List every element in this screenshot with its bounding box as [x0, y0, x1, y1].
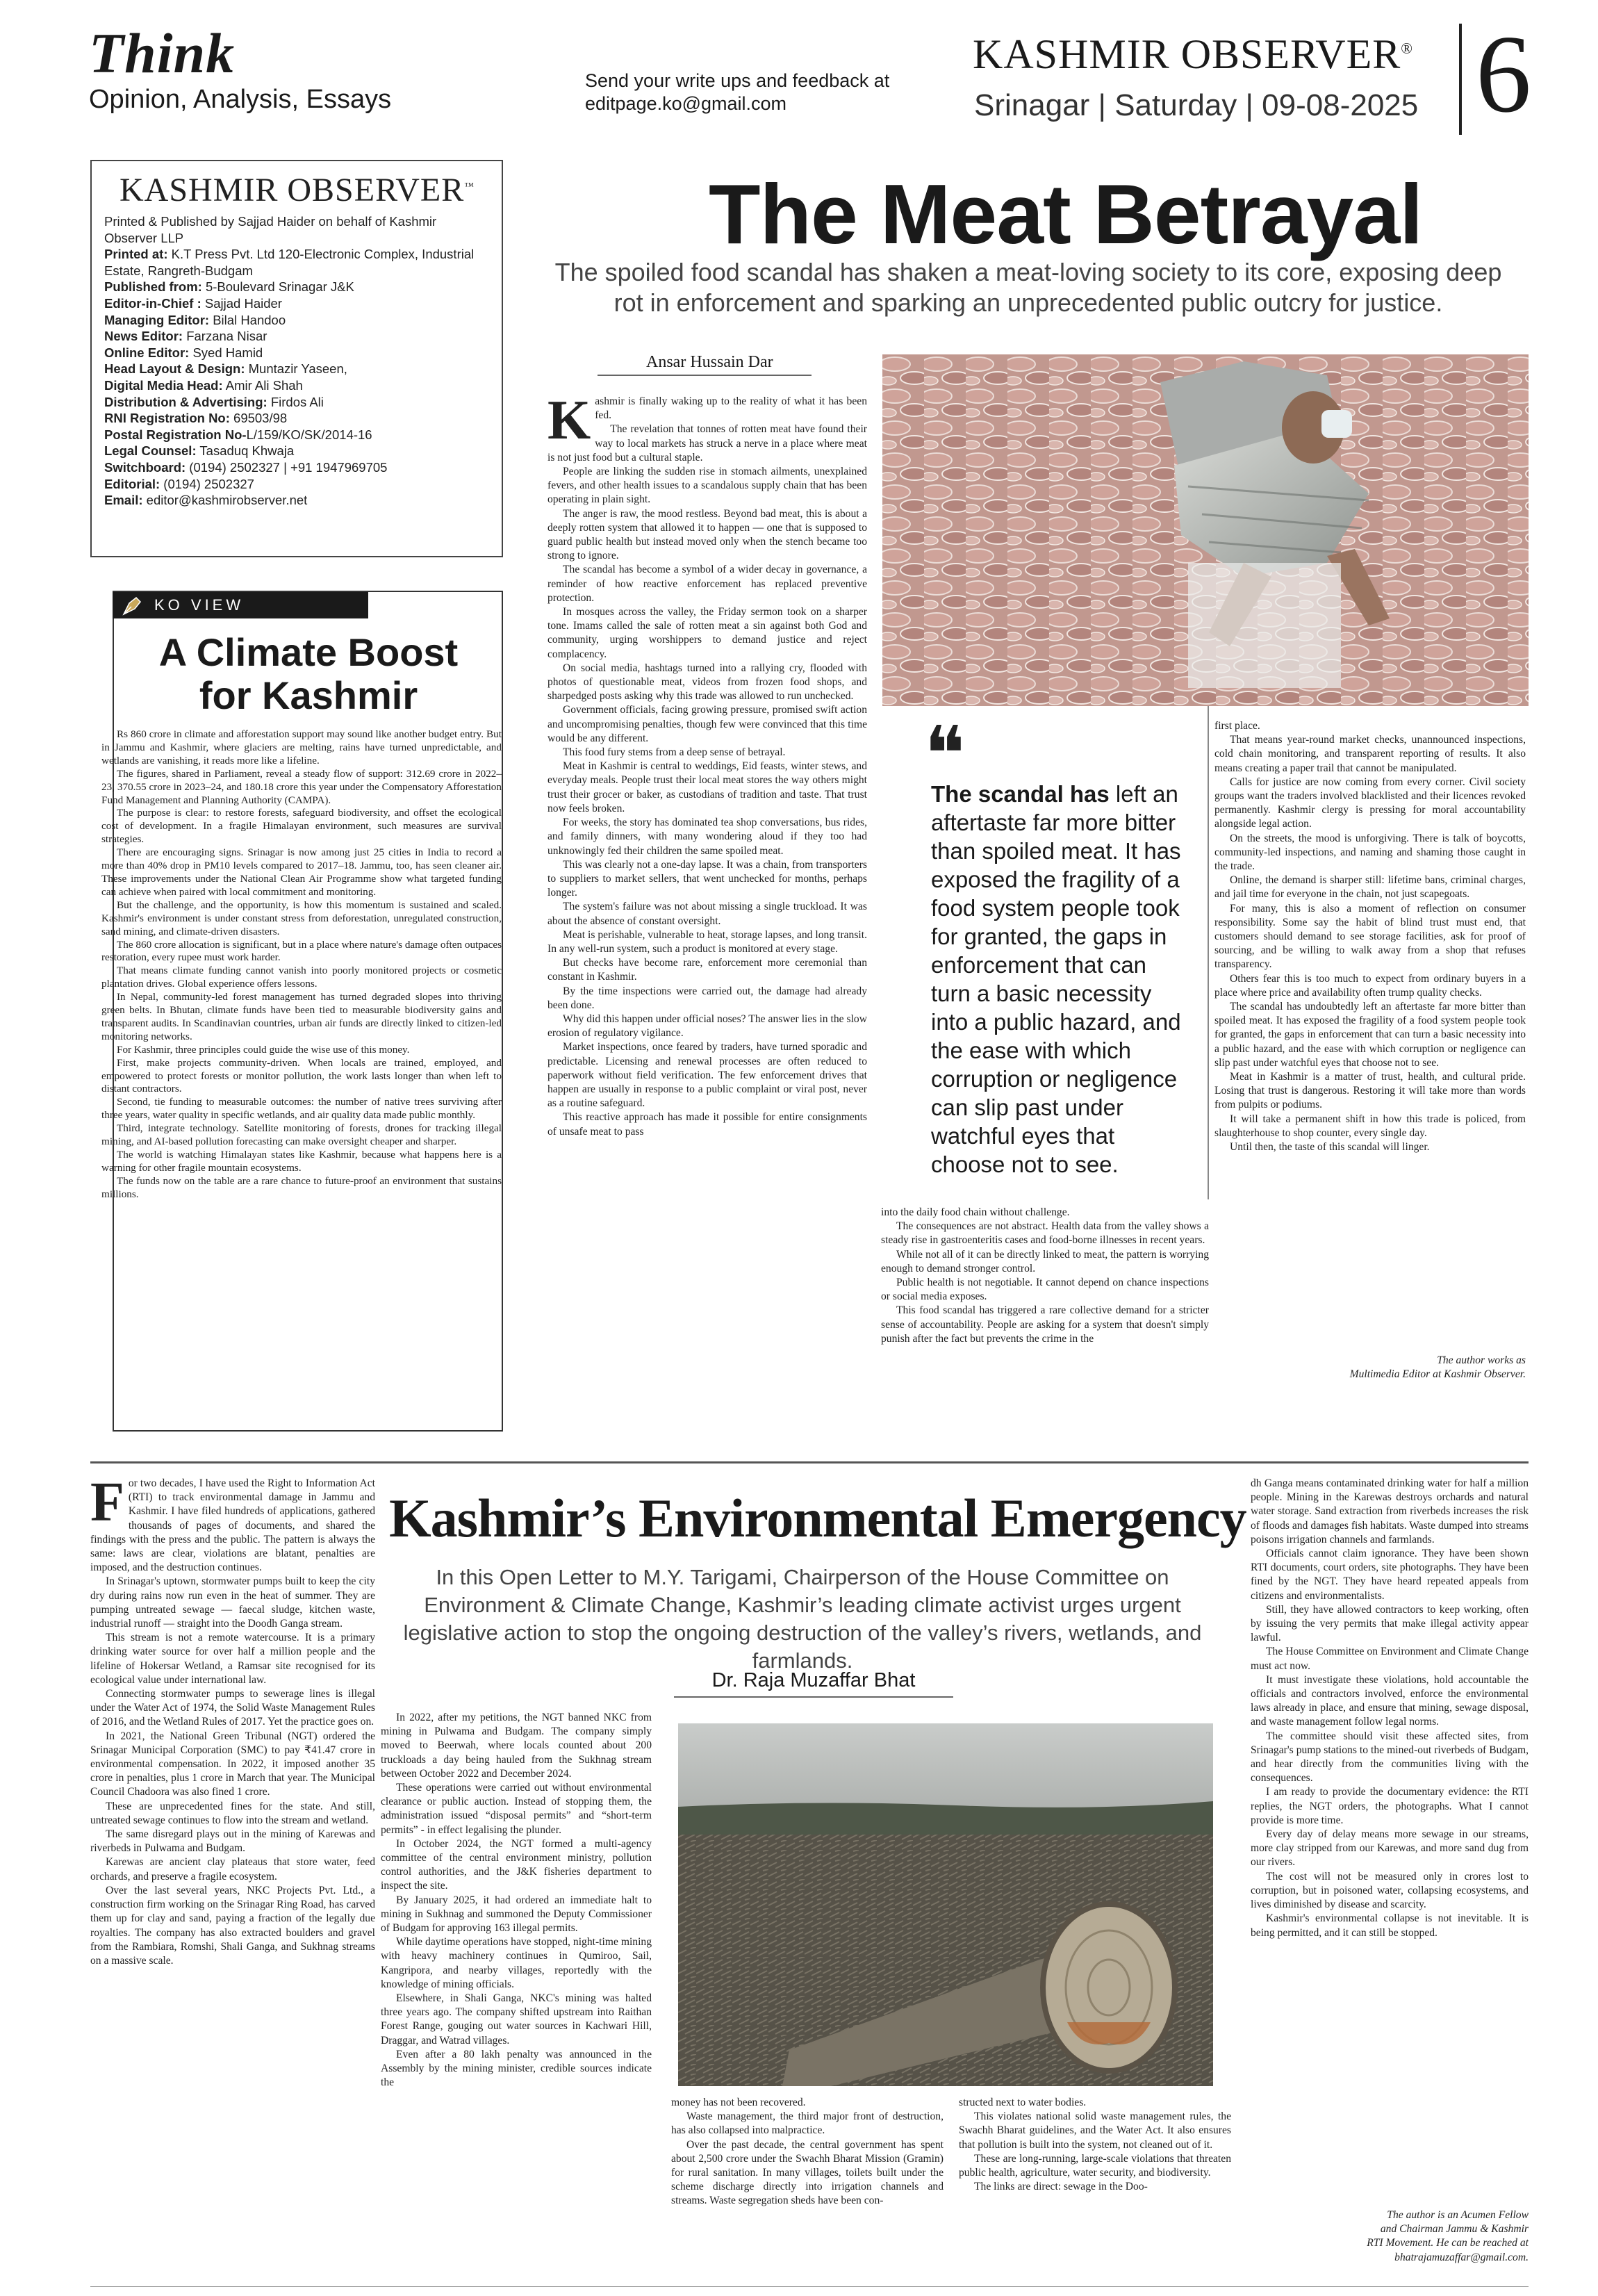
paragraph: In 2021, the National Green Tribunal (NGT) ordered the Srinagar Municipal Corporation (SMC) to pay ₹41.47 crore in environmental compensation. In 2022, it imposed another 35 crore in penalties, plus 1 crore in March that year. The Municipal Council Chadoora was also fined 1 crore.	[90, 1730, 375, 1798]
imprint-box	[90, 160, 503, 557]
imprint-label: Editorial:	[104, 476, 160, 491]
dateline: Srinagar | Saturday | 09-08-2025	[974, 88, 1419, 122]
paragraph: This food fury stems from a deep sense of betrayal.	[563, 746, 786, 759]
imprint-label: Editor-in-Chief :	[104, 295, 201, 311]
paragraph: These are long-running, large-scale violations that threaten public health, agriculture, water security, and biodiversity.	[959, 2152, 1231, 2179]
paragraph: Waste management, the third major front of destruction, has also collapsed into malpractice.	[671, 2110, 944, 2137]
feedback-email[interactable]: editpage.ko@gmail.com	[585, 93, 787, 114]
masthead-logo	[973, 31, 1413, 79]
paragraph: While daytime operations have stopped, night-time mining with heavy machinery continues in Qumiroo, Sail, Kangripora, and nearby villages, reportedly with the knowledge of mining officials.	[381, 1936, 652, 1990]
imprint-line	[104, 443, 489, 459]
imprint-value: Syed Hamid	[189, 345, 263, 360]
paragraph: The cost will not be measured only in crores lost to corruption, but in poisoned water, collapsing ecosystems, and lives diminished by disease and scarcity.	[1251, 1870, 1529, 1911]
paragraph: Until then, the taste of this scandal will linger.	[1230, 1141, 1430, 1154]
paragraph: The committee should visit these affected sites, from Srinagar's pump stations to the mined-out riverbeds of Budgam, and hear directly from the communities living with the consequences.	[1251, 1730, 1529, 1785]
imprint-line	[104, 361, 489, 377]
imprint-value: 69503/98	[229, 411, 288, 426]
paragraph: Karewas are ancient clay plateaus that store water, feed orchards, and preserve a fragile ecosystem.	[90, 1856, 375, 1883]
paragraph: The 860 crore allocation is significant, but in a place where nature's damage often outpaces restoration, every rupee must work harder.	[101, 938, 502, 964]
env-author-note	[1251, 2208, 1529, 2265]
paragraph: The system's failure was not about missing a single truckload. It was about the absence of constant oversight.	[547, 901, 867, 927]
editorial-headline-line2: for Kashmir	[199, 673, 418, 717]
paragraph: Second, tie funding to measurable outcomes: the number of native trees surviving after three years, water quality in specific wetlands, and air quality data made public monthly.	[101, 1096, 502, 1122]
masthead-text: KASHMIR OBSERVER	[973, 31, 1401, 77]
paragraph: Over the last several years, NKC Projects Pvt. Ltd., a construction firm working on the Srinagar Ring Road, has carved them up for clay and sand, paying a fraction of the legally due royalties. The company has also extracted boulders and gravel from the Rambiara, Romshi, Shali Ganga, and Sukhnag streams on a massive scale.	[90, 1884, 375, 1967]
paragraph: into the daily food chain without challenge.	[881, 1206, 1070, 1218]
env-headline: Kashmir’s Environmental Emergency	[389, 1488, 1246, 1548]
env-column-1	[90, 1472, 375, 1968]
paragraph: Kashmir is finally waking up to the reality of what it has been fed.	[547, 390, 867, 451]
ko-view-tag	[113, 592, 368, 618]
paragraph: Meat in Kashmir is a matter of trust, health, and cultural pride. Losing that trust is dangerous. Restoring it will take more than words from pulpits or podiums.	[1214, 1071, 1526, 1111]
meat-byline: Ansar Hussain Dar	[598, 353, 812, 376]
imprint-label: Email:	[104, 493, 143, 508]
paragraph: In mosques across the valley, the Friday sermon took on a sharper tone. Imams called the sale of rotten meat a sin against both God and community, urging worshippers to demand justice and reject complacency.	[547, 606, 867, 660]
paragraph: The funds now on the table are a rare chance to future-proof an environment that sustains millions.	[101, 1174, 502, 1200]
paragraph: Why did this happen under official noses? The answer lies in the slow erosion of regulatory vigilance.	[547, 1012, 867, 1040]
imprint-details	[104, 213, 489, 509]
paragraph: Calls for justice are now coming from every corner. Civil society groups want the traders involved blacklisted and their licences revoked permanently. Kashmir clergy is pressing for moral accountability alongside legal action.	[1214, 776, 1526, 830]
paragraph: While not all of it can be directly linked to meat, the pattern is worrying enough to demand stronger control.	[881, 1248, 1209, 1274]
imprint-label: Postal Registration No-	[104, 427, 247, 442]
paragraph: On the streets, the mood is unforgiving. There is talk of boycotts, community-led inspections, and naming and shaming those caught in the trade.	[1214, 832, 1526, 873]
paragraph: In October 2024, the NGT formed a multi-agency committee of the central environment ministry, pollution control authorities, and the J&K fisheries department to inspect the site.	[381, 1837, 652, 1892]
env-column-5	[1251, 1477, 1529, 1940]
imprint-value[interactable]: editor@kashmirobserver.net	[142, 493, 308, 508]
paragraph: This food scandal has triggered a rare collective demand for a stricter sense of accountability. People are asking for a system that doesn't simply punish after the fact but prevents the crime in the	[881, 1304, 1209, 1345]
imprint-value: (0194) 2502327	[160, 476, 254, 491]
paragraph: It must investigate these violations, hold accountable the officials and contractors involved, enforce the environmental laws already in place, and ensure that mining, sewage disposal, and waste management follow legal norms.	[1251, 1673, 1529, 1728]
paragraph: The consequences are not abstract. Health data from the valley shows a steady rise in gastroenteritis cases and food-borne illnesses in recent years.	[881, 1220, 1209, 1247]
imprint-line	[104, 312, 489, 329]
paragraph: Kashmir's environmental collapse is not inevitable. It is being permitted, and it can still be stopped.	[1251, 1912, 1529, 1939]
meat-column-1	[547, 390, 867, 1139]
imprint-label: Legal Counsel:	[104, 443, 197, 459]
imprint-line	[104, 492, 489, 509]
paragraph: This reactive approach has made it possible for entire consignments of unsafe meat to pass	[547, 1111, 867, 1138]
meat-column-2	[881, 1206, 1209, 1346]
paragraph: That means year-round market checks, unannounced inspections, cold chain monitoring, and transparent reporting of results. It also means creating a paper trail that cannot be manipulated.	[1214, 734, 1526, 774]
editorial-headline-line1: A Climate Boost	[158, 630, 459, 674]
paragraph: The links are direct: sewage in the Doo-	[974, 2181, 1148, 2193]
imprint-line	[104, 328, 489, 345]
paragraph: Public health is not negotiable. It cannot depend on chance inspections or social media exposes.	[881, 1277, 1209, 1303]
imprint-label: Distribution & Advertising:	[104, 394, 267, 409]
header-divider	[1459, 24, 1462, 135]
pull-quote	[882, 706, 1209, 1199]
imprint-label: Head Layout & Design:	[104, 361, 245, 377]
paragraph: Meat is perishable, vulnerable to heat, storage lapses, and long transit. In any well-run system, such a product is monitored at every stage.	[547, 928, 867, 955]
imprint-line	[104, 377, 489, 394]
paragraph: For weeks, the story has dominated tea shop conversations, bus rides, and family dinners, with many wondering aloud if they too had unknowingly fed their children the same spoiled meat.	[547, 817, 867, 857]
paragraph: On social media, hashtags turned into a rallying cry, flooded with photos of questionable meat, videos from frozen food shops, and sharpedged posts asking why this trade was allowed to run unchecked.	[547, 662, 867, 703]
paragraph: Officials cannot claim ignorance. They have been shown RTI documents, court orders, site photographs. They have been fined by the NGT. They have heard repeated appeals from citizens and environmentalists.	[1251, 1548, 1529, 1602]
env-author-line2: and Chairman Jammu & Kashmir	[1380, 2223, 1529, 2236]
imprint-line	[104, 279, 489, 295]
paragraph: That means climate funding cannot vanish into poorly monitored projects or cosmetic plantation drives. Global experience offers lessons.	[101, 965, 502, 990]
imprint-label: Printed at:	[104, 247, 168, 262]
imprint-line	[104, 295, 489, 312]
paragraph: It will take a permanent shift in how this trade is policed, from slaughterhouse to shop counter, every single day.	[1214, 1113, 1526, 1139]
imprint-label: Switchboard:	[104, 459, 186, 475]
env-author-line3: RTI Movement. He can be reached at	[1367, 2237, 1529, 2249]
paragraph: First, make projects community-driven. When locals are trained, employed, and empowered to protect forests or monitor pollution, the work lasts longer than when left to distant contractors.	[101, 1056, 502, 1095]
imprint-value: Tasaduq Khwaja	[196, 443, 295, 459]
imprint-value: 5-Boulevard Srinagar J&K	[201, 279, 354, 295]
left-double-quote-icon: ❝	[924, 712, 966, 797]
paragraph: In Nepal, community-led forest management has turned degraded slopes into thriving green belts. In Bhutan, climate funds have been tied to measurable biodiversity gains and transparent audits. In Scandinavian countries, urban air funds are directly linked to citizen-led monitoring networks.	[101, 991, 502, 1042]
paragraph: These operations were carried out without environmental clearance or public auction. Instead of stopping them, the administration issued “disposal permits” and “short-term permits” - in effect legalising the plunder.	[381, 1782, 652, 1836]
paragraph: Meat in Kashmir is central to weddings, Eid feasts, winter stews, and everyday meals. People trust their local meat stores the way others might trust their grocer or baker, as custodians of tradition and taste. That trust now feels broken.	[547, 760, 867, 814]
imprint-label: Managing Editor:	[104, 312, 210, 327]
paragraph: first place.	[1214, 720, 1260, 732]
imprint-line	[104, 476, 489, 493]
paragraph: Third, integrate technology. Satellite monitoring of forests, drones for tracking illegal mining, and AI-based pollution forecasting can make oversight cheaper and sharper.	[101, 1122, 502, 1148]
editorial-headline	[118, 631, 499, 717]
paragraph: Online, the demand is sharper still: lifetime bans, criminal charges, and jail time for everyone in the chain, not just scapegoats.	[1214, 874, 1526, 901]
imprint-line	[104, 459, 489, 476]
paragraph: structed next to water bodies.	[959, 2097, 1087, 2108]
imprint-label: Online Editor:	[104, 345, 190, 360]
paragraph: Even after a 80 lakh penalty was announced in the Assembly by the mining minister, credible sources indicate the	[381, 2048, 652, 2089]
imprint-value: L/159/KO/SK/2014-16	[246, 427, 372, 442]
paragraph: There are encouraging signs. Srinagar is now among just 25 cities in India to record a more than 40% drop in PM10 levels compared to 2017–18. Jammu, too, has seen cleaner air. These improvements under the National Clean Air Programme show what targeted funding can achieve when paired with local commitment and monitoring.	[101, 846, 502, 898]
section-title: Think	[89, 22, 236, 85]
paragraph: The world is watching Himalayan states like Kashmir, because what happens here is a warning for other fragile mountain ecosystems.	[101, 1149, 502, 1174]
feedback-line: Send your write ups and feedback at	[585, 70, 890, 91]
paragraph: In 2022, after my petitions, the NGT banned NKC from mining in Pulwama and Budgam. The company simply moved to Beerwah, where locals counted about 200 truckloads a day being hauled from the Sukhnag stream between October 2022 and December 2024.	[381, 1712, 652, 1780]
env-byline: Dr. Raja Muzaffar Bhat	[674, 1669, 953, 1698]
paragraph: For two decades, I have used the Right to Information Act (RTI) to track environmental damage in Jammu and Kashmir. I have filed hundreds of applications, gathered thousands of pages of documents, and shared the findings with the press and the public. The pattern is always the same: laws are clear, violations are blatant, penalties are imposed, and the destruction continues.	[90, 1472, 375, 1574]
env-column-3	[671, 2096, 944, 2208]
paragraph: Rs 860 crore in climate and afforestation support may sound like another budget entry. But in Jammu and Kashmir, where glaciers are melting, rains have turned unpredictable, and wetlands are vanishing, it reads more like a lifeline.	[101, 728, 502, 766]
registered-mark: ®	[1401, 40, 1414, 57]
footer-rule	[90, 2286, 1529, 2287]
env-subhead: In this Open Letter to M.Y. Tarigami, Chairperson of the House Committee on Environment & Climate Change, Kashmir’s leading climate activist urges urgent legislative action to stop the ongoing destruction of the valley’s rivers, wetlands, and farmlands.	[403, 1565, 1202, 1673]
imprint-line	[104, 213, 489, 246]
paragraph: Every day of delay means more sewage in our streams, more clay stripped from our Karewas, and more sand dug from our rivers.	[1251, 1828, 1529, 1869]
paragraph: Others fear this is too much to expect from ordinary buyers in a place where price and availability often trump quality checks.	[1214, 972, 1526, 999]
paragraph: This violates national solid waste management rules, the Swachh Bharat guidelines, and the Water Act. It also ensures that pollution is built into the system, not cleaned out of it.	[959, 2110, 1231, 2151]
meat-author-note	[1214, 1354, 1526, 1381]
paragraph: This was clearly not a one-day lapse. It was a chain, from transporters to suppliers to market sellers, that went unchecked for months, perhaps longer.	[547, 858, 867, 899]
author-email[interactable]: bhatrajamuzaffar@gmail.com.	[1394, 2251, 1529, 2263]
imprint-value: Printed & Published by Sajjad Haider on behalf of Kashmir Observer LLP	[104, 214, 437, 245]
paragraph: By the time inspections were carried out, the damage had already been done.	[547, 985, 867, 1011]
imprint-label: Digital Media Head:	[104, 377, 223, 393]
meat-headline: The Meat Betrayal	[709, 167, 1423, 261]
imprint-line	[104, 394, 489, 411]
paragraph: For many, this is also a moment of reflection on consumer responsibility. Some say the habit of blind trust must end, that customers should demand to see storage facilities, ask for proof of sourcing, and be willing to walk away from a shop that refuses transparency.	[1214, 902, 1526, 971]
meat-author-line2: Multimedia Editor at Kashmir Observer.	[1349, 1368, 1526, 1381]
paragraph: The same disregard plays out in the mining of Karewas and riverbeds in Pulwama and Budgam.	[90, 1828, 375, 1855]
pen-nib-icon	[121, 593, 145, 625]
paragraph: The purpose is clear: to restore forests, safeguard biodiversity, and offset the ecological cost of development. In a fragile Himalayan environment, such measures are survival strategies.	[101, 807, 502, 846]
feedback-note	[585, 69, 889, 115]
paragraph: Elsewhere, in Shali Ganga, NKC's mining was halted three years ago. The company shifted upstream into Raithan Forest Range, gouging out water sources in Kachwari Hill, Draggar, and Watrad villages.	[381, 1992, 652, 2047]
imprint-line	[104, 246, 489, 279]
paragraph: I am ready to provide the documentary evidence: the RTI replies, the NGT orders, the photographs. What I cannot provide is more time.	[1251, 1786, 1529, 1826]
imprint-value: (0194) 2502327 | +91 1947969705	[186, 459, 388, 475]
ko-view-label: KO VIEW	[154, 596, 245, 614]
paragraph: The figures, shared in Parliament, reveal a steady flow of support: 312.69 crore in 2022–23, 370.55 crore in 2023–24, and 180.18 crore this year under the Compensatory Afforestation Fund Management and Planning Authority (CAMPA).	[101, 767, 502, 806]
paragraph: But checks have become rare, enforcement more ceremonial than constant in Kashmir.	[547, 957, 867, 983]
env-column-4	[959, 2096, 1231, 2194]
paragraph: The House Committee on Environment and Climate Change must act now.	[1251, 1646, 1529, 1672]
imprint-line	[104, 427, 489, 443]
meat-author-line1: The author works as	[1437, 1354, 1526, 1366]
meat-column-3	[1214, 719, 1526, 1154]
paragraph: The revelation that tonnes of rotten meat have found their way to local markets has struck a nerve in a place where meat is not just food but a cultural staple.	[547, 423, 867, 464]
imprint-line	[104, 345, 489, 361]
imprint-value: K.T Press Pvt. Ltd 120-Electronic Complex, Industrial Estate, Rangreth-Budgam	[104, 247, 475, 278]
imprint-value: Farzana Nisar	[183, 329, 267, 344]
meat-photo	[882, 354, 1529, 706]
meat-subhead: The spoiled food scandal has shaken a meat-loving society to its core, exposing deep rot in enforcement and sparking an unprecedented public outcry for justice.	[554, 258, 1502, 317]
imprint-value: Amir Ali Shah	[222, 377, 303, 393]
paragraph: Market inspections, once feared by traders, have turned sporadic and predictable. Licensing and renewal processes are often reduced to paperwork without field verification. The few enforcement drives that happen are usually in response to a public complaint or viral post, never as a routine safeguard.	[547, 1041, 867, 1110]
imprint-label: RNI Registration No:	[104, 411, 230, 426]
imprint-label: Published from:	[104, 279, 202, 295]
paragraph: In Srinagar's uptown, stormwater pumps built to keep the city dry during rains now run even in the heat of summer. They are pumping untreated sewage — faecal sludge, kitchen waste, industrial runoff — straight into the Doodh Ganga stream.	[90, 1575, 375, 1630]
imprint-logo	[120, 171, 489, 209]
imprint-value: Firdos Ali	[267, 394, 324, 409]
paragraph: Over the past decade, the central government has spent about 2,500 crore under the Swachh Bharat Mission (Gramin) for rural sanitation. In many villages, toilets built under the scheme discharge directly into irrigation channels and streams. Waste segregation sheds have been con-	[671, 2138, 944, 2207]
env-column-2	[381, 1711, 652, 2090]
paragraph: Connecting stormwater pumps to sewerage lines is illegal under the Water Act of 1974, the Solid Waste Management Rules of 2016, and the Wetland Rules of 2017. Yet the practice goes on.	[90, 1688, 375, 1728]
section-subtitle: Opinion, Analysis, Essays	[89, 85, 392, 114]
editorial-body	[101, 728, 502, 1202]
page-number: 6	[1476, 12, 1531, 136]
imprint-value: Muntazir Yaseen,	[245, 361, 347, 377]
paragraph: People are linking the sudden rise in stomach ailments, unexplained fevers, and other health issues to a scandalous supply chain that has been operating in plain sight.	[547, 466, 867, 506]
pull-quote-lead: The scandal has	[931, 781, 1110, 807]
imprint-value: Bilal Handoo	[209, 312, 286, 327]
trademark-mark: ™	[464, 181, 475, 192]
paragraph: Government officials, facing growing pressure, promised swift action and uncompromising penalties, though few were convinced that this time would be any different.	[547, 704, 867, 744]
paragraph: The scandal has undoubtedly left an aftertaste far more bitter than spoiled meat. It has exposed the fragility of a food system people took for granted, the gaps in enforcement that can turn a basic necessity into a public hazard, and the ease with which corruption or negligence can slip past under watchful eyes that choose not to see.	[1214, 1001, 1526, 1069]
env-photo	[678, 1723, 1213, 2086]
imprint-value: Sajjad Haider	[201, 295, 282, 311]
paragraph: This stream is not a remote watercourse. It is a primary drinking water source for over half a million people and the lifeline of Hokersar Wetland, a Ramsar site recognised for its ecological value under international law.	[90, 1632, 375, 1686]
paragraph: By January 2025, it had ordered an immediate halt to mining in Sukhnag and summoned the Deputy Commissioner of Budgam for approving 163 illegal permits.	[381, 1894, 652, 1935]
section-divider	[90, 1461, 1529, 1463]
paragraph: These are unprecedented fines for the state. And still, untreated sewage continues to flow into the stream and wetland.	[90, 1800, 375, 1826]
paragraph: dh Ganga means contaminated drinking water for half a million people. Mining in the Karewas destroys orchards and natural water storage. Sand extraction from riverbeds increases the risk of floods and damages fish habitats. Waste dumped into streams poisons irrigation channels and farmlands.	[1251, 1477, 1529, 1545]
paragraph: Still, they have allowed contractors to keep working, often by issuing the very permits that make illegal activity appear lawful.	[1251, 1603, 1529, 1644]
env-author-line1: The author is an Acumen Fellow	[1387, 2209, 1529, 2221]
paragraph: money has not been recovered.	[671, 2097, 806, 2108]
paragraph: For Kashmir, three principles could guide the wise use of this money.	[117, 1043, 410, 1056]
imprint-logo-text: KASHMIR OBSERVER	[120, 172, 465, 208]
paragraph: But the challenge, and the opportunity, is how this momentum is sustained and scaled. Kashmir's environment is under constant stress from deforestation, unregulated construction, sand mining, and climate-driven disasters.	[101, 899, 502, 937]
paragraph: The scandal has become a symbol of a wider decay in governance, a reminder of how reactive enforcement has replaced preventive protection.	[547, 564, 867, 604]
imprint-line	[104, 410, 489, 427]
paragraph: The anger is raw, the mood restless. Beyond bad meat, this is about a deeply rotten system that allowed it to happen — one that is supposed to guard public health but instead moved only when the stench became too strong to ignore.	[547, 507, 867, 562]
pull-quote-text: The scandal has left an aftertaste far more bitter than spoiled meat. It has exposed the fragility of a food system people took for granted, the gaps in enforcement that can turn a basic necessity into a public hazard, and the ease with which corruption or negligence can slip past under watchful eyes that choose not to see.	[931, 781, 1181, 1177]
imprint-label: News Editor:	[104, 329, 183, 344]
